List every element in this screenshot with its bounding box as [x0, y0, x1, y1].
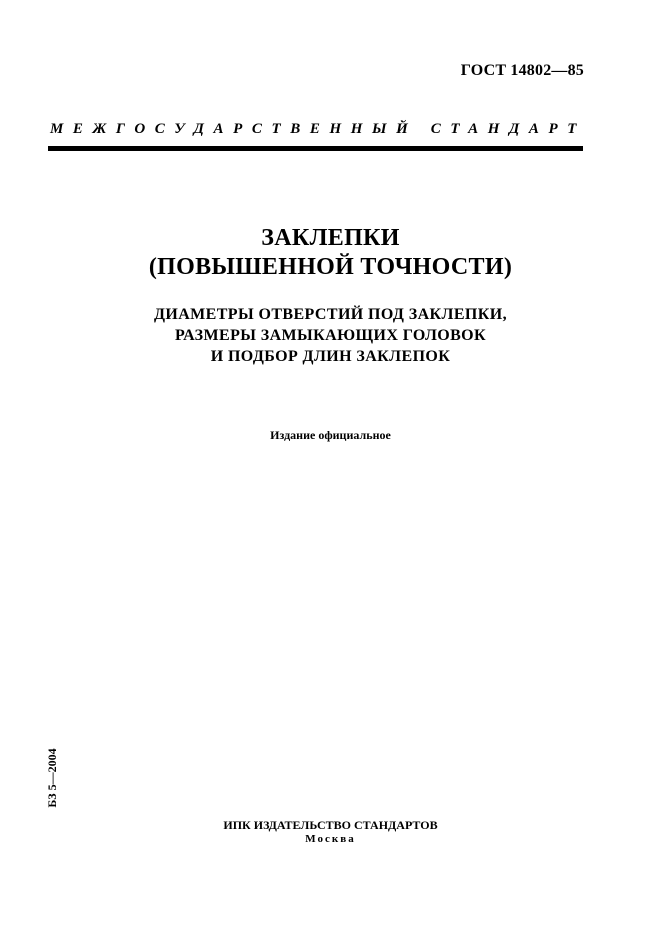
- document-title: [0, 224, 661, 282]
- subtitle-line-hole-diameters: ДИАМЕТРЫ ОТВЕРСТИЙ ПОД ЗАКЛЕПКИ,: [153, 306, 508, 323]
- publisher-city: Москва: [305, 833, 356, 845]
- subtitle-line-closing-heads: РАЗМЕРЫ ЗАМЫКАЮЩИХ ГОЛОВОК: [174, 327, 487, 344]
- title-line-accuracy: (ПОВЫШЕННОЙ ТОЧНОСТИ): [148, 254, 513, 280]
- header-divider: [48, 146, 583, 151]
- subtitle-line-rivet-length-selection: И ПОДБОР ДЛИН ЗАКЛЕПОК: [210, 348, 451, 365]
- vertical-side-code: БЗ 5—2004: [45, 748, 59, 808]
- document-subtitle: [0, 304, 661, 367]
- official-edition-label: Издание официальное: [270, 428, 391, 442]
- standard-number: ГОСТ 14802—85: [460, 62, 584, 79]
- publisher-name: ИПК ИЗДАТЕЛЬСТВО СТАНДАРТОВ: [223, 818, 438, 832]
- standard-type-heading: МЕЖГОСУДАРСТВЕННЫЙ СТАНДАРТ: [50, 121, 587, 137]
- title-line-rivets: ЗАКЛЕПКИ: [261, 225, 400, 251]
